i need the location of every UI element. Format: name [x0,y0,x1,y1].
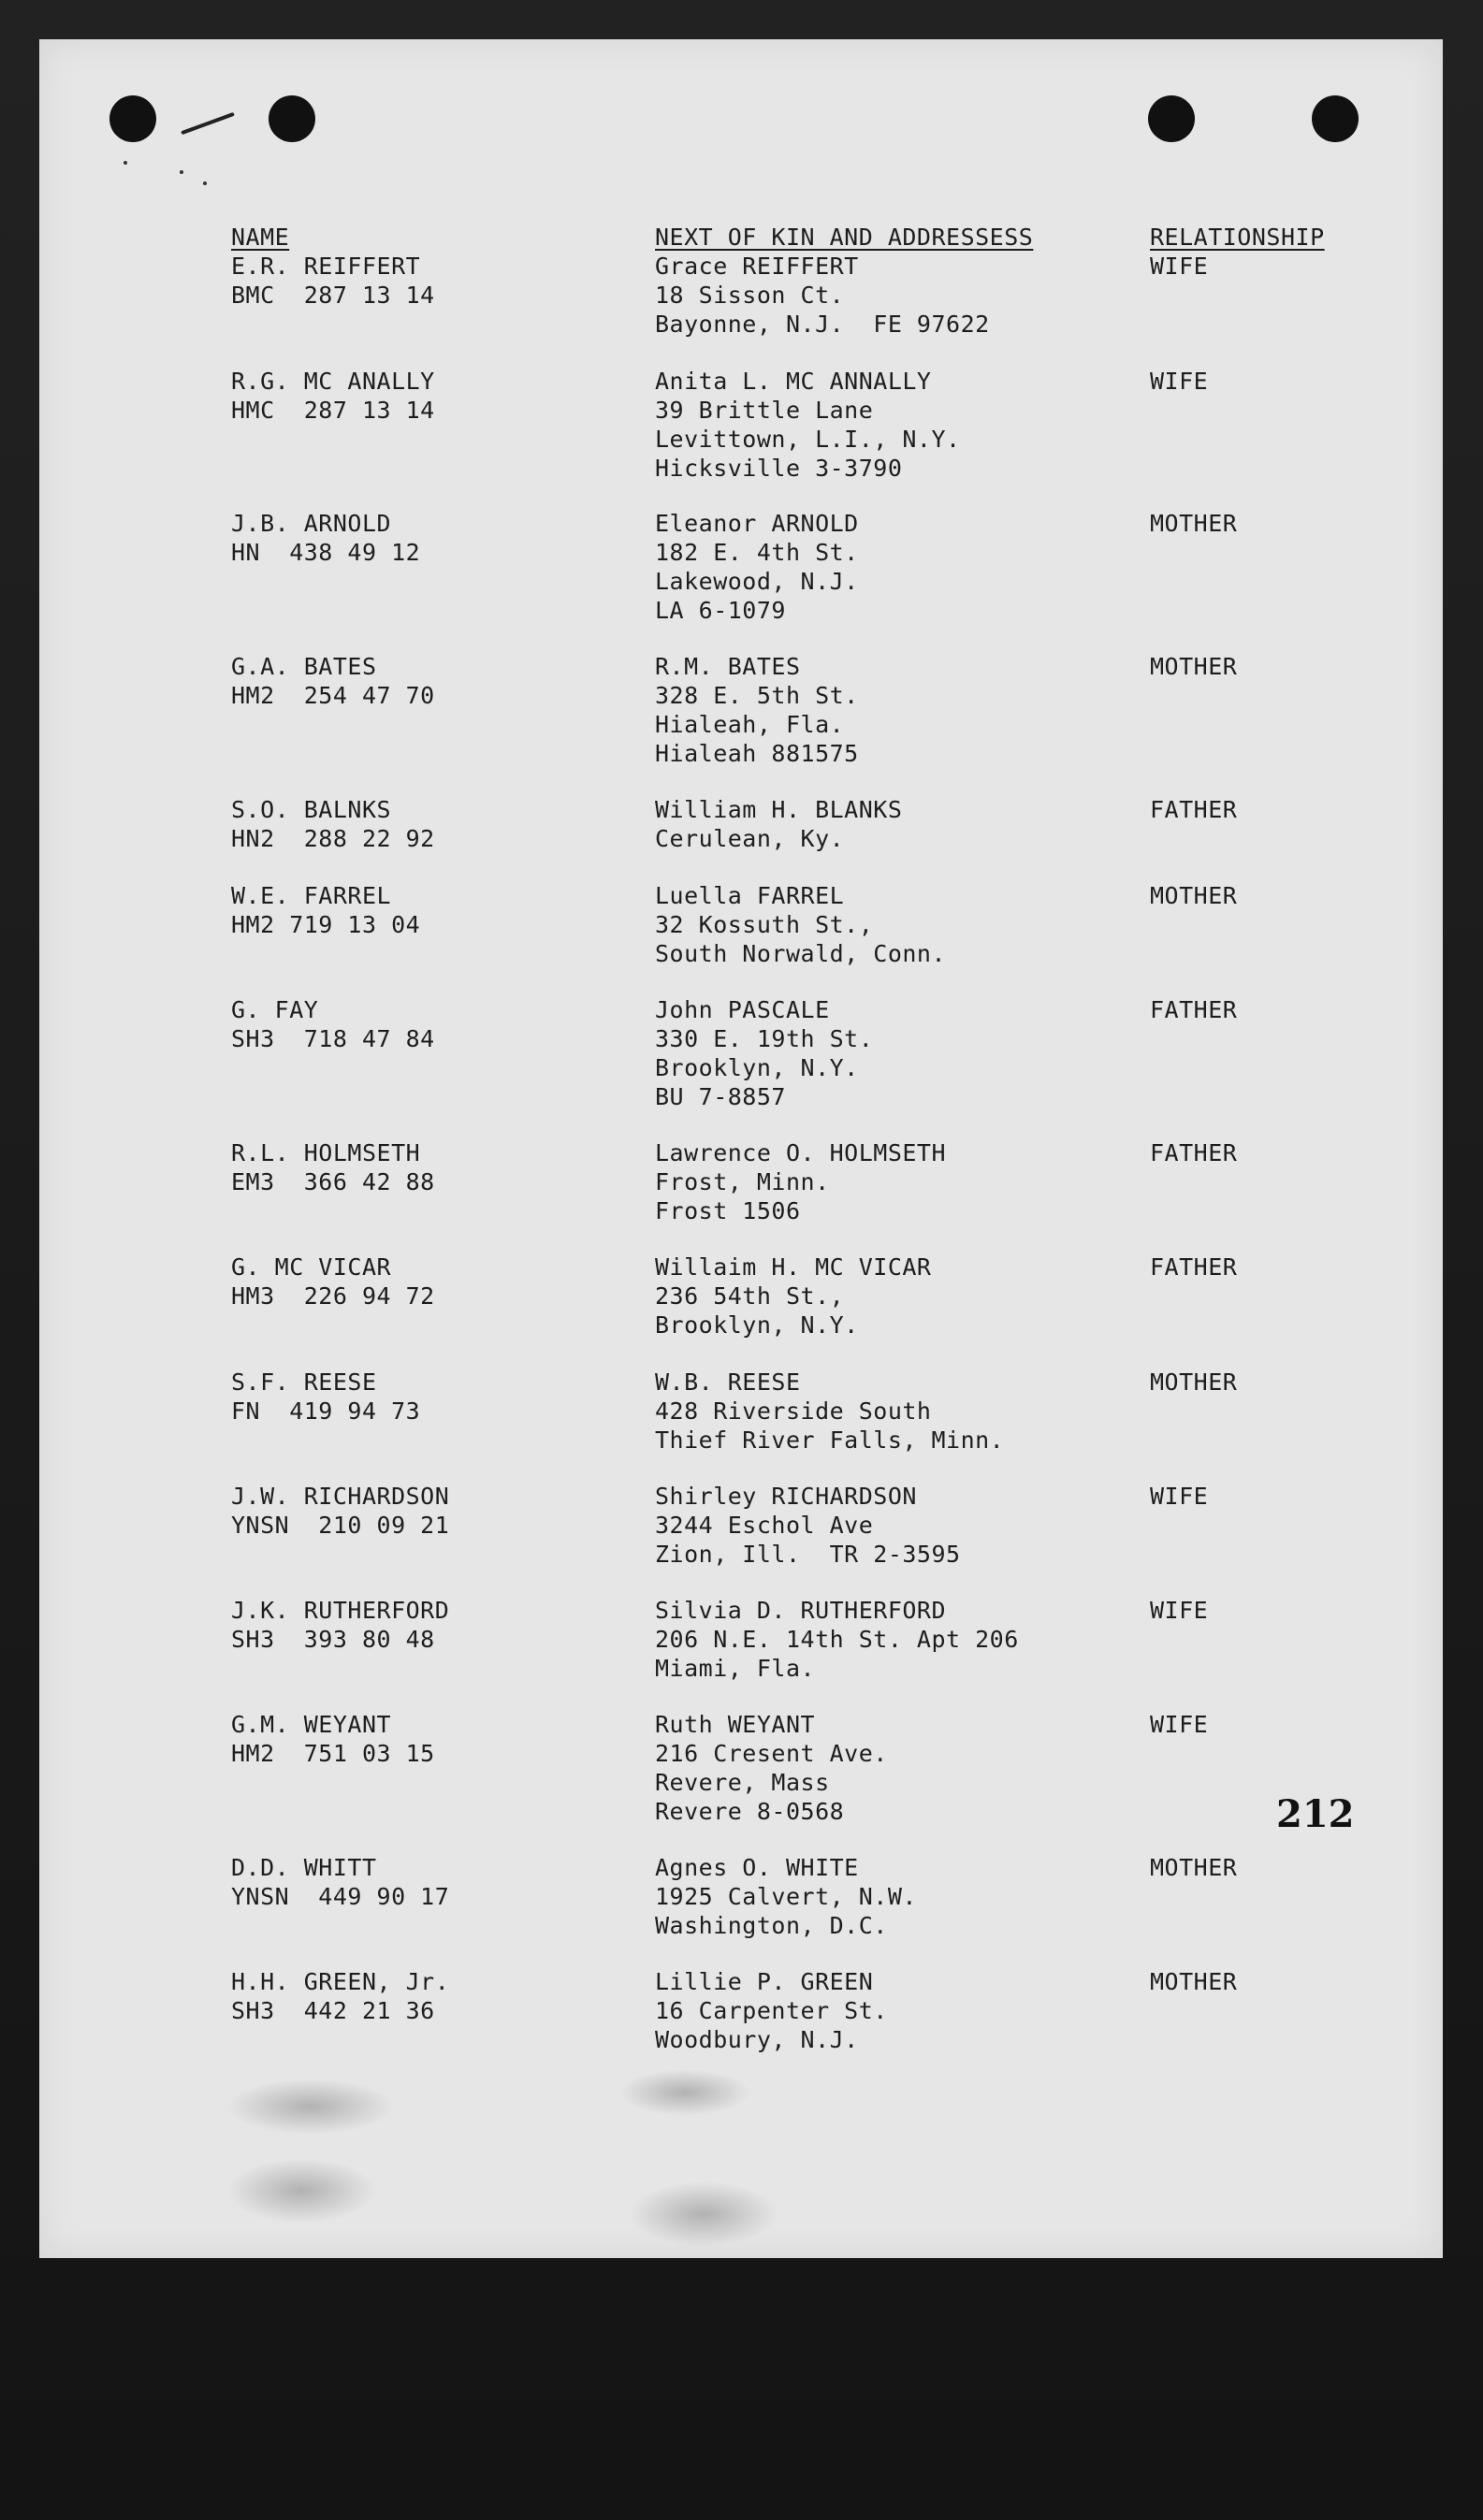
pencil-mark [181,112,235,135]
record-next-of-kin: Anita L. MC ANNALLY 39 Brittle Lane Levittown, L.I., N.Y. Hicksville 3-3790 [655,368,961,482]
record-name: E.R. REIFFERT BMC 287 13 14 [231,253,435,309]
record-name: J.K. RUTHERFORD SH3 393 80 48 [231,1597,450,1653]
record-relationship: MOTHER [1150,882,1238,909]
record-next-of-kin: Lillie P. GREEN 16 Carpenter St. Woodbury, N.J. [655,1968,888,2053]
record-name: G. FAY SH3 718 47 84 [231,996,435,1052]
record-next-of-kin: Ruth WEYANT 216 Cresent Ave. Revere, Mass Revere 8-0568 [655,1711,888,1825]
record-name: S.F. REESE FN 419 94 73 [231,1369,421,1425]
record-relationship: WIFE [1150,1597,1209,1624]
record-relationship: WIFE [1150,1483,1209,1510]
record-next-of-kin: Shirley RICHARDSON 3244 Eschol Ave Zion, Ill. TR 2-3595 [655,1483,961,1568]
document-page [39,39,1443,2258]
record-name: G.M. WEYANT HM2 751 03 15 [231,1711,435,1767]
record-next-of-kin: William H. BLANKS Cerulean, Ky. [655,796,903,852]
record-next-of-kin: W.B. REESE 428 Riverside South Thief River Falls, Minn. [655,1369,1005,1454]
speck [180,170,183,174]
record-relationship: MOTHER [1150,653,1238,680]
record-relationship: MOTHER [1150,1854,1238,1881]
record-relationship: MOTHER [1150,510,1238,537]
speck [203,181,207,185]
record-relationship: FATHER [1150,1253,1238,1281]
smudge [226,2158,376,2223]
record-relationship: WIFE [1150,253,1209,280]
record-name: H.H. GREEN, Jr. SH3 442 21 36 [231,1968,450,2024]
record-next-of-kin: Lawrence O. HOLMSETH Frost, Minn. Frost 1506 [655,1139,947,1224]
record-next-of-kin: Willaim H. MC VICAR 236 54th St., Brooklyn, N.Y. [655,1253,932,1339]
record-relationship: WIFE [1150,368,1209,395]
punch-hole-2 [269,95,315,142]
record-next-of-kin: Silvia D. RUTHERFORD 206 N.E. 14th St. Apt 206 Miami, Fla. [655,1597,1019,1682]
punch-hole-4 [1312,95,1359,142]
record-next-of-kin: John PASCALE 330 E. 19th St. Brooklyn, N.Y. BU 7-8857 [655,996,874,1110]
record-name: R.L. HOLMSETH EM3 366 42 88 [231,1139,435,1195]
speck [124,161,127,165]
header-next-of-kin: NEXT OF KIN AND ADDRESSESS [655,224,1034,251]
header-relationship: RELATIONSHIP [1150,224,1325,251]
record-relationship: FATHER [1150,996,1238,1023]
record-name: W.E. FARREL HM2 719 13 04 [231,882,421,938]
smudge [629,2181,778,2247]
record-name: J.W. RICHARDSON YNSN 210 09 21 [231,1483,450,1539]
smudge [226,2078,395,2135]
punch-hole-3 [1148,95,1195,142]
record-name: S.O. BALNKS HN2 288 22 92 [231,796,435,852]
record-next-of-kin: Luella FARREL 32 Kossuth St., South Norwald, Conn. [655,882,947,967]
smudge [619,2069,750,2116]
record-name: G. MC VICAR HM3 226 94 72 [231,1253,435,1310]
record-name: J.B. ARNOLD HN 438 49 12 [231,510,421,566]
record-next-of-kin: Grace REIFFERT 18 Sisson Ct. Bayonne, N.J. FE 97622 [655,253,990,338]
record-next-of-kin: Eleanor ARNOLD 182 E. 4th St. Lakewood, N.J. LA 6-1079 [655,510,859,624]
punch-hole-1 [109,95,156,142]
record-relationship: FATHER [1150,1139,1238,1166]
record-name: G.A. BATES HM2 254 47 70 [231,653,435,709]
record-relationship: MOTHER [1150,1369,1238,1396]
header-name: NAME [231,224,290,251]
record-next-of-kin: Agnes O. WHITE 1925 Calvert, N.W. Washington, D.C. [655,1854,917,1939]
record-name: R.G. MC ANALLY HMC 287 13 14 [231,368,435,424]
record-relationship: MOTHER [1150,1968,1238,1995]
page-number: 212 [1276,1792,1355,1836]
record-relationship: WIFE [1150,1711,1209,1738]
record-relationship: FATHER [1150,796,1238,823]
record-next-of-kin: R.M. BATES 328 E. 5th St. Hialeah, Fla. Hialeah 881575 [655,653,859,767]
record-name: D.D. WHITT YNSN 449 90 17 [231,1854,450,1910]
